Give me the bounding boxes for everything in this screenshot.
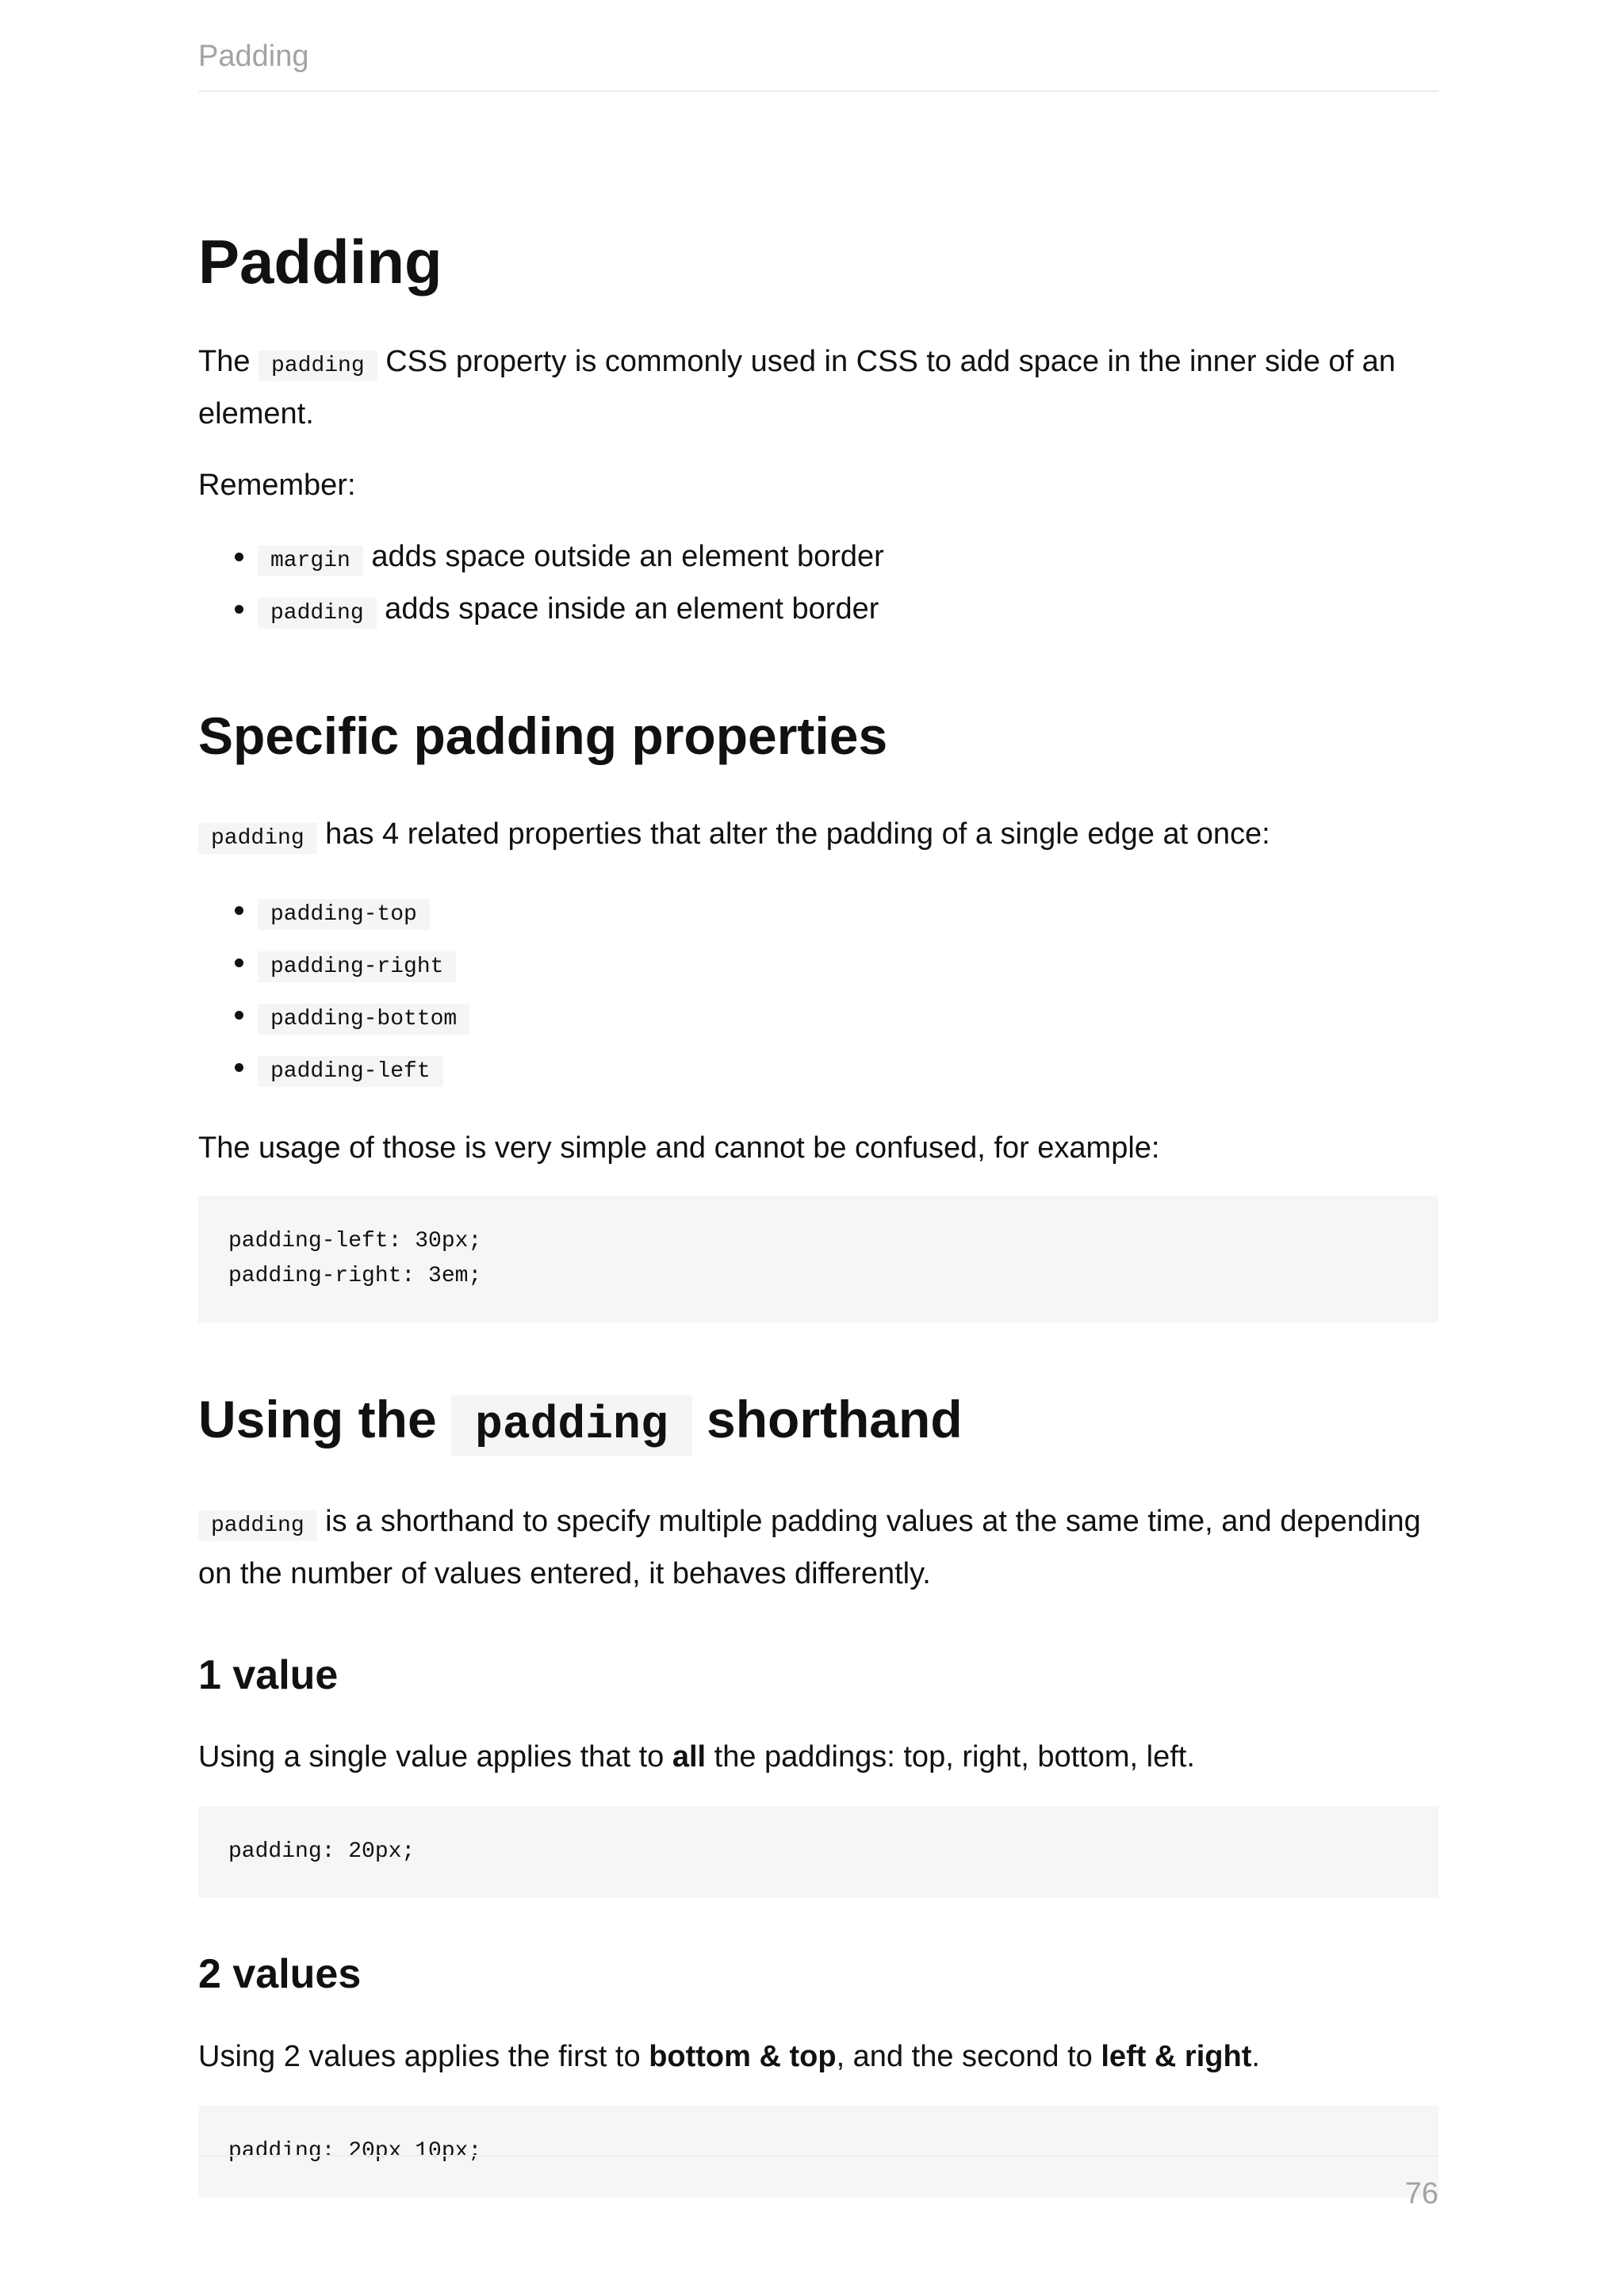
code-block-specific	[198, 1196, 1438, 1322]
code-block-2-values	[198, 2106, 1438, 2198]
inline-code-property: padding-left	[258, 1056, 443, 1087]
section-heading-specific: Specific padding properties	[198, 706, 888, 765]
bold-left-right: left & right	[1101, 2039, 1252, 2073]
list-item	[258, 939, 1438, 991]
inline-code-property: padding-top	[258, 899, 430, 930]
page-footer	[198, 2155, 1438, 2210]
inline-code-padding: padding	[258, 598, 377, 629]
intro-paragraph	[198, 338, 1438, 438]
inline-code-padding: padding	[198, 1510, 317, 1541]
list-item	[258, 991, 1438, 1043]
list-item	[258, 1043, 1438, 1096]
two-values-text-pre: Using 2 values applies the first to	[198, 2039, 649, 2073]
bold-bottom-top: bottom & top	[649, 2039, 837, 2073]
shorthand-intro-text: is a shorthand to specify multiple padding values at the same time, and depending on the number of values entered, it behaves differently.	[198, 1505, 1421, 1591]
list-item	[258, 886, 1438, 939]
running-title: Padding	[198, 40, 309, 73]
one-value-text-post: the paddings: top, right, bottom, left.	[706, 1740, 1195, 1774]
remember-label: Remember:	[198, 468, 356, 502]
two-values-text-post: .	[1251, 2039, 1260, 2073]
one-value-text-pre: Using a single value applies that to	[198, 1740, 672, 1774]
code-block-1-value	[198, 1806, 1438, 1898]
inline-code-margin: margin	[258, 545, 363, 576]
heading-text-pre: Using the	[198, 1390, 452, 1449]
remember-list	[198, 533, 1438, 637]
inline-code-property: padding-right	[258, 951, 456, 982]
inline-code-padding: padding	[198, 823, 317, 854]
list-item-text: adds space outside an element border	[362, 539, 884, 573]
two-values-text-mid: , and the second to	[836, 2039, 1101, 2073]
list-item	[258, 533, 1438, 585]
specific-intro-text: has 4 related properties that alter the padding of a single edge at once:	[316, 817, 1270, 851]
subsection-heading-1-value: 1 value	[198, 1652, 339, 1699]
page-header	[198, 32, 1438, 92]
intro-text-post: CSS property is commonly used in CSS to add space in the inner side of an element.	[198, 344, 1396, 430]
inline-code-property: padding-bottom	[258, 1004, 469, 1035]
heading-code-padding: padding	[451, 1395, 692, 1456]
subsection-heading-2-values: 2 values	[198, 1951, 362, 1998]
heading-text-post: shorthand	[691, 1390, 963, 1449]
page-title: Padding	[198, 227, 442, 297]
section-heading-shorthand	[198, 1391, 1438, 1452]
usage-paragraph: The usage of those is very simple and cannot be confused, for example:	[198, 1131, 1160, 1165]
bold-all: all	[672, 1740, 707, 1774]
code-line: padding-left: 30px;	[228, 1229, 482, 1254]
page-number: 76	[1404, 2177, 1438, 2210]
inline-code-padding: padding	[259, 350, 377, 381]
shorthand-intro-paragraph	[198, 1498, 1438, 1598]
property-list	[198, 886, 1438, 1096]
list-item	[258, 585, 1438, 637]
specific-intro-paragraph	[198, 810, 1438, 863]
list-item-text: adds space inside an element border	[376, 591, 879, 626]
intro-text-pre: The	[198, 344, 259, 378]
one-value-paragraph	[198, 1733, 1438, 1781]
code-line: padding: 20px;	[228, 1839, 416, 1865]
code-line: padding: 20px 10px;	[228, 2138, 482, 2164]
code-line: padding-right: 3em;	[228, 1264, 482, 1289]
page-content	[198, 228, 1438, 2266]
two-values-paragraph	[198, 2033, 1438, 2080]
